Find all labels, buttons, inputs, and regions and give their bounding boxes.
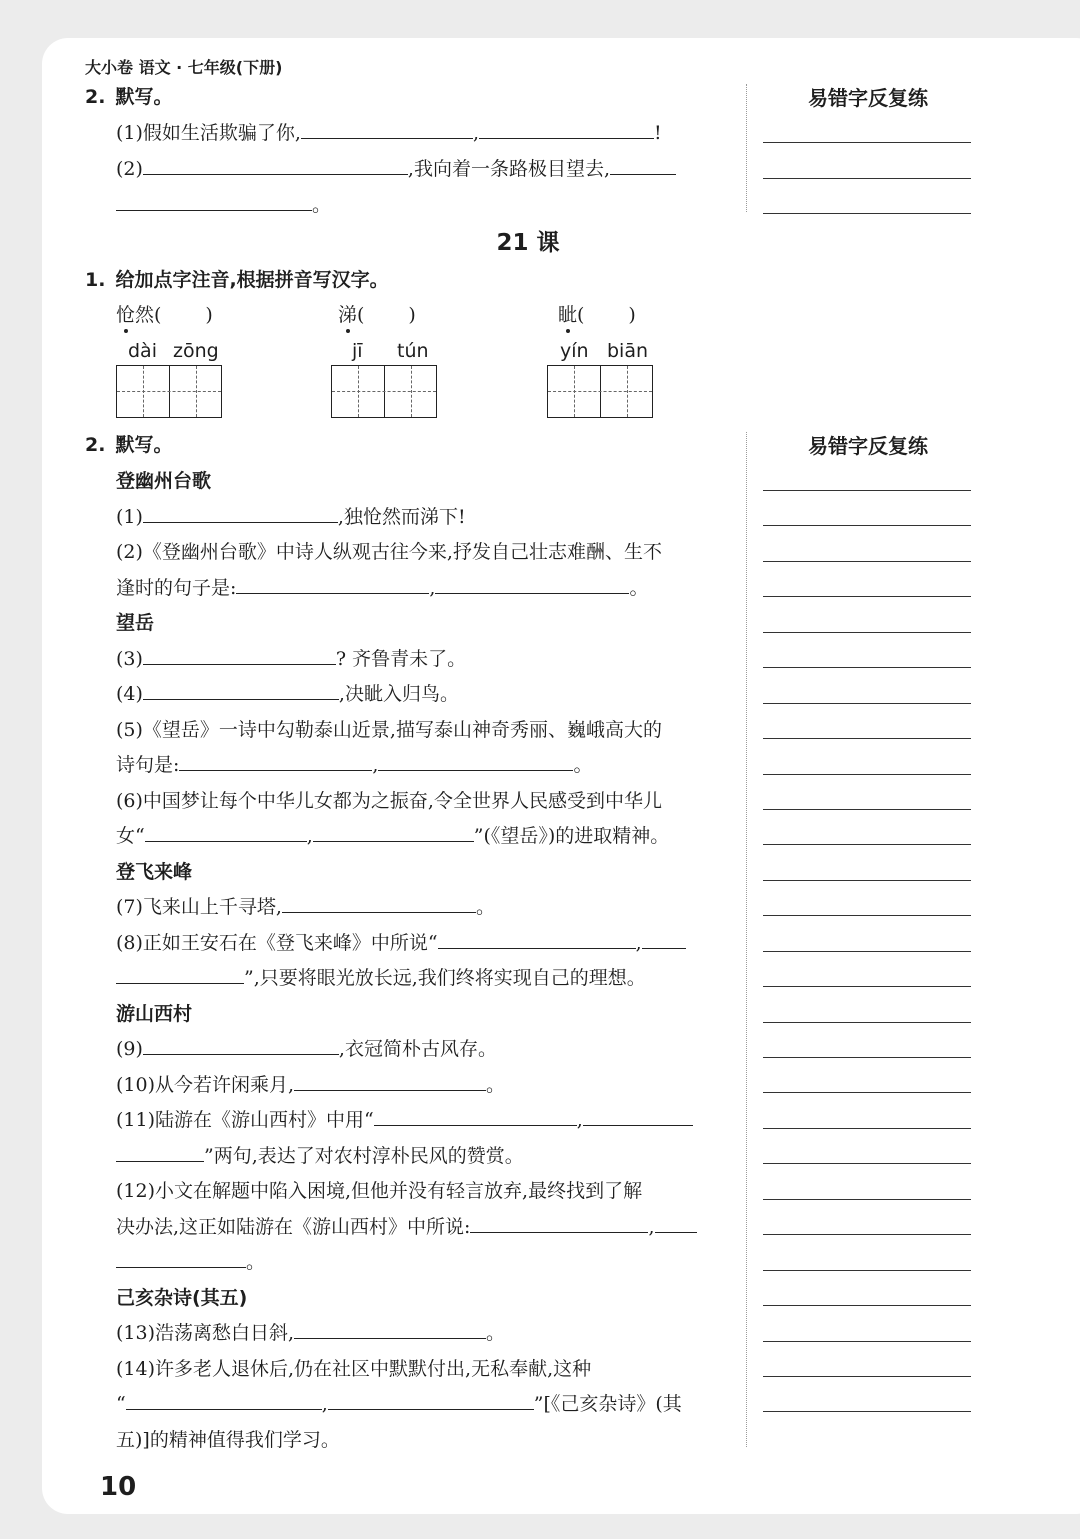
practice-line[interactable] [763,915,971,916]
practice-line[interactable] [763,1411,971,1412]
practice-line[interactable] [763,490,971,491]
pinyin-label: jī [352,340,363,362]
practice-line[interactable] [763,1234,971,1235]
answer-blank[interactable] [435,592,629,594]
question-number: 2. [85,434,106,456]
answer-blank[interactable] [642,947,686,949]
answer-blank[interactable] [313,840,474,842]
poem-title: 望岳 [116,612,155,634]
emphasis-dot [116,306,136,326]
recite-item: (6)中国梦让每个中华儿女都为之振奋,令全世界人民感受到中华儿 [116,790,662,812]
answer-blank[interactable] [143,698,339,700]
answer-blank[interactable] [583,1124,693,1126]
poem-title: 游山西村 [116,1003,193,1025]
recite-item: (5)《望岳》一诗中勾勒泰山近景,描写泰山神奇秀丽、巍峨高大的 [116,719,662,741]
recite-item: (12)小文在解题中陷入困境,但他并没有轻言放弃,最终找到了解 [116,1180,643,1202]
practice-line[interactable] [763,1092,971,1093]
poem-title: 登飞来峰 [116,861,193,883]
answer-blank[interactable] [143,521,338,523]
question-title: 给加点字注音,根据拼音写汉字 [115,269,370,291]
column-divider [746,84,747,212]
recite-item-cont: 五)]的精神值得我们学习。 [116,1429,340,1451]
answer-blank[interactable] [282,911,476,913]
side-practice-title: 易错字反复练 [808,434,928,458]
emphasis-dot [558,306,578,326]
practice-line[interactable] [763,1199,971,1200]
answer-blank[interactable] [470,1231,648,1233]
answer-blank[interactable] [301,137,473,139]
answer-blank[interactable] [610,173,676,175]
practice-line[interactable] [763,1376,971,1377]
question-number: 2. [85,86,106,108]
practice-line[interactable] [763,844,971,845]
practice-line[interactable] [763,596,971,597]
annotate-char-3: 眦( ) [558,304,636,326]
practice-line[interactable] [763,809,971,810]
answer-blank[interactable] [116,1266,246,1268]
side-practice-title: 易错字反复练 [808,86,928,110]
practice-line[interactable] [763,703,971,704]
answer-blank[interactable] [143,1053,339,1055]
answer-blank[interactable] [143,663,336,665]
recite-item-cont: ”,只要将眼光放长远,我们终将实现自己的理想。 [116,963,646,990]
practice-line[interactable] [763,667,971,668]
recite-item-cont: 。 [116,1247,265,1274]
recite-item: (2)《登幽州台歌》中诗人纵观古往今来,抒发自己壮志难酬、生不 [116,541,662,563]
question-1-heading: 1. 给加点字注音,根据拼音写汉字。 [85,269,389,291]
answer-blank[interactable] [145,840,307,842]
pinyin-label: tún [397,340,429,362]
practice-line[interactable] [763,880,971,881]
answer-blank[interactable] [378,769,573,771]
answer-blank[interactable] [438,947,636,949]
poem-title: 登幽州台歌 [116,470,212,492]
question-title: 默写 [115,434,154,456]
page-number: 10 [100,1472,137,1502]
poem-title: 己亥杂诗(其五) [116,1287,248,1309]
recite-item: (11)陆游在《游山西村》中用“ , [116,1105,693,1132]
practice-line[interactable] [763,213,971,214]
column-divider [746,432,747,1447]
practice-line[interactable] [763,1305,971,1306]
practice-line[interactable] [763,1057,971,1058]
practice-line[interactable] [763,1163,971,1164]
pinyin-label: yín [560,340,589,362]
pinyin-label: biān [607,340,649,362]
practice-line[interactable] [763,951,971,952]
recite-item: (7)飞来山上千寻塔, 。 [116,896,495,918]
pinyin-label: zōng [173,340,219,362]
lesson-title: 21 课 [496,230,560,256]
recite-item-cont: 逢时的句子是: , 。 [116,577,649,599]
recite-item-cont: 诗句是: , 。 [116,754,593,776]
writing-grid[interactable] [547,365,653,418]
practice-line[interactable] [763,738,971,739]
answer-blank[interactable] [116,209,312,211]
answer-blank[interactable] [655,1231,697,1233]
answer-blank[interactable] [328,1408,534,1410]
recite-item: (4) ,决眦入归鸟。 [116,683,459,705]
annotate-char-2: 涕( ) [338,304,416,326]
question-2-heading: 2. 默写。 [85,86,173,108]
practice-line[interactable] [763,561,971,562]
pinyin-blank[interactable] [161,320,205,321]
pinyin-blank[interactable] [364,320,408,321]
book-header: 大小卷 语文 · 七年级(下册) [85,58,283,77]
emphasis-dot [338,306,358,326]
answer-blank[interactable] [479,137,654,139]
recite-item-cont: ”两句,表达了对农村淳朴民风的赞赏。 [116,1141,524,1168]
answer-blank[interactable] [116,982,244,984]
recite-item: (8)正如王安石在《登飞来峰》中所说“ , [116,928,686,955]
recite-item: (1) ,独怆然而涕下! [116,506,466,528]
recite-item: (10)从今若许闲乘月, 。 [116,1074,506,1096]
answer-blank[interactable] [294,1337,486,1339]
recite-item-cont: “ , ”[《己亥杂诗》(其 [116,1393,682,1415]
practice-line[interactable] [763,525,971,526]
recite-item-cont: 女“ , ”(《望岳》)的进取精神。 [116,825,670,847]
practice-line[interactable] [763,178,971,179]
pinyin-label: dài [128,340,157,362]
recite-item-2-cont: 。 [116,190,331,217]
practice-line[interactable] [763,1341,971,1342]
recite-item: (13)浩荡离愁白日斜, 。 [116,1322,506,1344]
answer-blank[interactable] [236,592,429,594]
annotate-char-1: 怆然( ) [116,304,213,326]
recite-item-cont: 决办法,这正如陆游在《游山西村》中所说: , [116,1212,697,1239]
practice-line[interactable] [763,986,971,987]
recite-item: (9) ,衣冠简朴古风存。 [116,1038,497,1060]
recite-item: (14)许多老人退休后,仍在社区中默默付出,无私奉献,这种 [116,1358,592,1380]
writing-grid[interactable] [116,365,222,418]
practice-line[interactable] [763,1128,971,1129]
question-number: 1. [85,269,106,291]
answer-blank[interactable] [126,1408,322,1410]
question-2b-heading: 2. 默写。 [85,434,173,456]
answer-blank[interactable] [143,173,408,175]
recite-item-2: (2) ,我向着一条路极目望去, [116,154,676,181]
answer-blank[interactable] [116,1160,204,1162]
practice-line[interactable] [763,632,971,633]
recite-item: (3) ? 齐鲁青未了。 [116,648,467,670]
practice-line[interactable] [763,1022,971,1023]
answer-blank[interactable] [294,1089,486,1091]
recite-item-1: (1)假如生活欺骗了你, , ! [116,122,662,144]
pinyin-blank[interactable] [584,320,628,321]
question-title: 默写 [115,86,154,108]
practice-line[interactable] [763,774,971,775]
answer-blank[interactable] [179,769,372,771]
writing-grid[interactable] [331,365,437,418]
answer-blank[interactable] [374,1124,577,1126]
practice-line[interactable] [763,1270,971,1271]
practice-line[interactable] [763,142,971,143]
